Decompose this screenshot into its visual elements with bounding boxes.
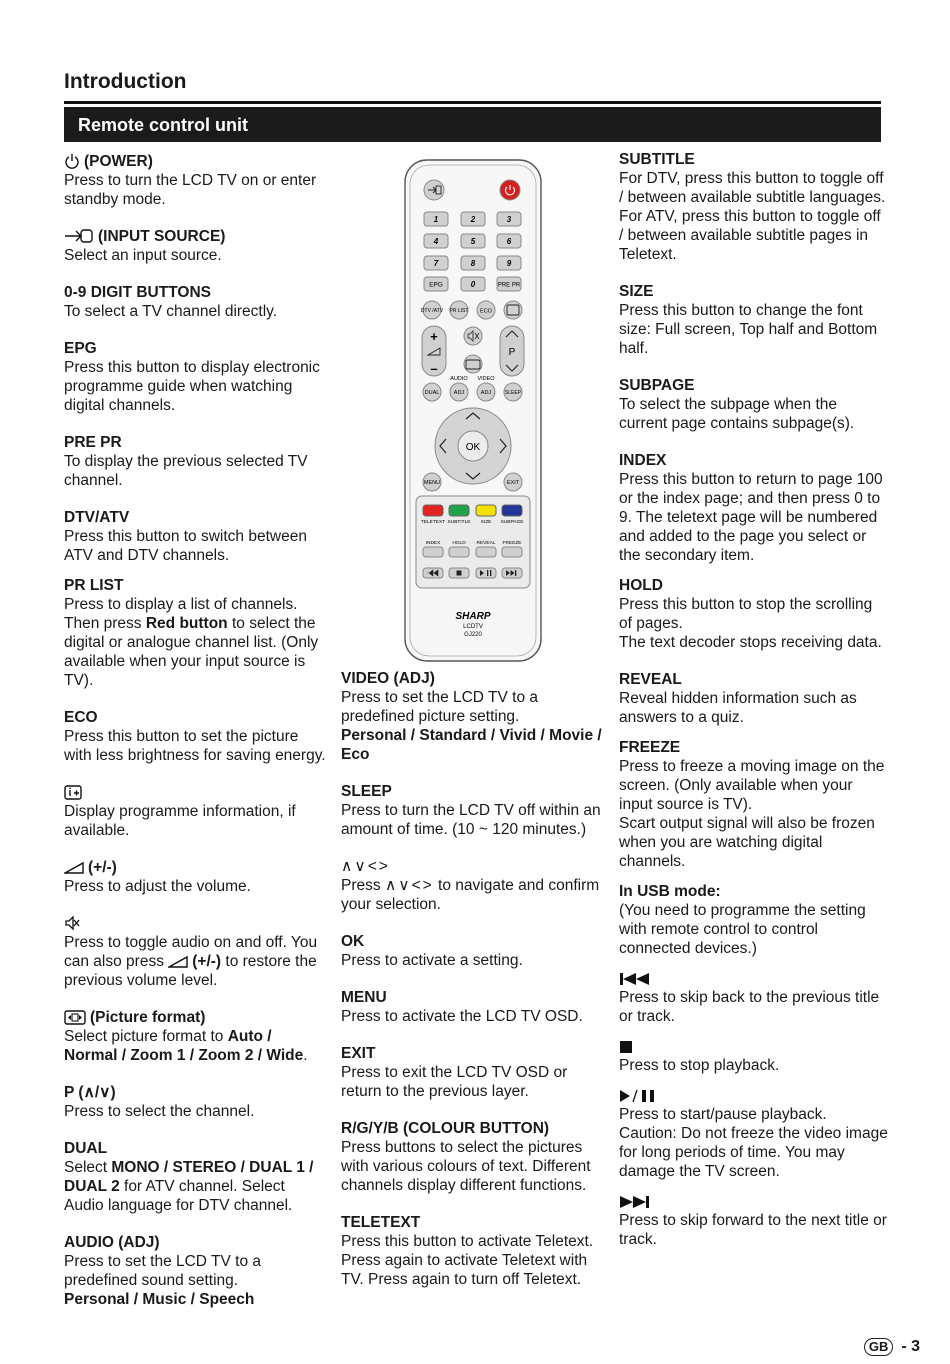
item-heading: DTV/ATV [64,509,130,526]
item-play-pause [619,1086,889,1181]
menu-label: MENU [423,480,441,486]
reveal-label: REVEAL [476,541,496,546]
item-mute [64,914,326,990]
arrow-keys: ∧∨<> [384,877,434,894]
item-usb-mode [619,882,889,958]
model-line-1: LCDTV [463,624,483,630]
digit-7: 7 [433,259,439,268]
item-text-bold: Personal / Standard / Vivid / Movie / Eco [341,727,602,763]
language-badge: GB [864,1338,894,1356]
item-navigation [341,857,611,914]
item-heading: EXIT [341,1045,376,1062]
item-text-extra: Scart output signal will also be frozen when you are watching digital channels. [619,815,875,870]
item-text: Press to skip back to the previous title or track. [619,989,880,1025]
item-text: Press this button to display electronic programme guide when watching digital channels. [64,359,320,414]
info-icon [64,785,82,800]
digit-4: 4 [433,237,439,246]
item-text: Press to set the LCD TV to a predefined sound setting. [64,1253,261,1289]
item-heading: PRE PR [64,434,122,451]
item-heading: TELETEXT [341,1214,421,1231]
section-title: Remote control unit [78,115,248,135]
item-text: Press this button to set the picture with less brightness for saving energy. [64,728,326,764]
item-text-extra: For ATV, press this button to toggle off / between available subtitle pages in Teletext. [619,208,881,263]
item-heading: REVEAL [619,671,682,688]
item-text: to navigate and confirm your selection. [341,877,600,913]
volume-icon [64,861,84,875]
item-heading: AUDIO (ADJ) [64,1234,160,1251]
mute-icon [64,915,80,931]
adj-audio-label: ADJ [453,390,465,396]
exit-label: EXIT [506,480,520,486]
item-text: Press this button to stop the scrolling of pages. [619,596,873,632]
item-text: Press [341,877,385,894]
item-text: Press to display a list of channels. Then press [64,596,298,632]
item-reveal [619,670,889,727]
model-line-2: GJ220 [464,632,482,638]
item-text: Select an input source. [64,247,222,264]
item-text: for ATV channel. Select Audio language for DTV channel. [64,1178,293,1214]
red-button [423,505,443,516]
power-icon [64,153,80,169]
item-power [64,152,326,209]
item-menu [341,988,611,1026]
item-heading: OK [341,933,365,950]
digit-6: 6 [506,237,512,246]
item-heading: P (∧/∨) [64,1084,116,1101]
play-pause-icon [619,1089,659,1103]
item-heading: In USB mode: [619,883,721,900]
item-heading: INDEX [619,452,667,469]
item-heading: (+/-) [88,859,117,876]
ok-label: OK [465,442,481,453]
item-eco [64,708,326,765]
item-audio-adj [64,1233,326,1309]
dtv-label: DTV /ATV [420,308,444,314]
digit-9: 9 [506,259,512,268]
audio-label: AUDIO [450,376,468,382]
item-dual [64,1139,326,1215]
item-skip-forward [619,1192,889,1249]
picture-format-icon [64,1010,86,1025]
item-text-bold: (+/-) [192,953,222,970]
item-text: Select [64,1159,112,1176]
adj-video-label: ADJ [480,390,492,396]
p-label: P [508,347,516,358]
item-colour-buttons [341,1119,611,1195]
item-subpage [619,376,889,433]
prepr-label: PRE PR [497,282,521,289]
page-title: Introduction [64,70,187,93]
volume-icon [168,955,188,969]
item-text: Press to skip forward to the next title or track. [619,1212,887,1248]
item-heading: ∧∨<> [341,858,390,875]
item-text: Press this button to change the font size: Full screen, Top half and Bottom half. [619,302,878,357]
item-text: Press to start/pause playback. [619,1106,827,1123]
item-text: Press to select the channel. [64,1103,255,1120]
item-text-bold: Red button [145,615,228,632]
item-text: Press to turn the LCD TV on or enter standby mode. [64,172,317,208]
item-skip-back [619,969,889,1026]
item-heading: VIDEO (ADJ) [341,670,435,687]
subtitle-label: SUBTITLE [447,520,471,525]
item-text: Press to stop playback. [619,1057,780,1074]
title-rule [64,101,881,104]
item-heading: SLEEP [341,783,392,800]
prlist-label: PR LIST [449,308,469,314]
page-number: - 3 [901,1338,920,1355]
item-text-bold: MONO / STEREO / DUAL 1 / DUAL 2 [64,1159,314,1195]
item-sleep [341,782,611,839]
item-video-adj [341,669,611,764]
item-freeze [619,738,889,871]
item-text-extra: The text decoder stops receiving data. [619,634,882,651]
item-heading: (INPUT SOURCE) [98,228,226,245]
item-heading: R/G/Y/B (COLOUR BUTTON) [341,1120,550,1137]
item-text: . [303,1047,308,1064]
skip-forward-icon [619,1195,651,1209]
item-heading: ECO [64,709,98,726]
item-picture-format [64,1008,326,1065]
item-text: Display programme information, if available. [64,803,296,839]
item-heading: PR LIST [64,577,124,594]
item-text: (You need to programme the setting with remote control to control connected devices.) [619,902,866,957]
item-heading: SUBTITLE [619,151,695,168]
item-text: To display the previous selected TV channel. [64,453,308,489]
item-text: to restore the previous volume level. [64,953,317,989]
item-size [619,282,889,358]
svg-text:–: – [430,361,438,376]
item-text: Reveal hidden information such as answers to a quiz. [619,690,857,726]
item-text-bold: Personal / Music / Speech [64,1291,255,1308]
item-text: to select the digital or analogue channel list. (Only available when your input source is TV). [64,615,319,689]
item-heading: EPG [64,340,97,357]
digit-3: 3 [506,215,512,224]
item-dtv-atv [64,508,326,565]
item-text-bold: Auto / Normal / Zoom 1 / Zoom 2 / Wide [64,1028,304,1064]
item-teletext [341,1213,611,1289]
item-heading: FREEZE [619,739,681,756]
item-text: Select picture format to [64,1028,228,1045]
item-heading: 0-9 DIGIT BUTTONS [64,284,211,301]
item-text: Press to set the LCD TV to a predefined picture setting. [341,689,538,725]
digit-5: 5 [470,237,476,246]
item-text: Press to freeze a moving image on the screen. (Only available when your input source is TV). [619,758,885,813]
item-text: To select a TV channel directly. [64,303,278,320]
item-exit [341,1044,611,1101]
digit-0: 0 [470,280,476,289]
item-text: Press this button to activate Teletext. Press again to activate Teletext with TV. Press again to turn off Teletext. [341,1233,594,1288]
item-text: Press to activate the LCD TV OSD. [341,1008,583,1025]
item-text: Press to turn the LCD TV off within an amount of time. (10 ~ 120 minutes.) [341,802,601,838]
item-volume [64,858,326,896]
item-text-extra: Caution: Do not freeze the video image for long periods of time. You may damage the TV screen. [619,1125,888,1180]
item-input-source [64,227,326,265]
item-text: Press this button to switch between ATV and DTV channels. [64,528,307,564]
digit-8: 8 [470,259,476,268]
item-heading: MENU [341,989,387,1006]
subpage-label: SUBPAGE [500,520,524,525]
dual-label: DUAL [424,390,440,396]
item-heading: DUAL [64,1140,108,1157]
svg-text:+: + [430,329,438,344]
blue-button [502,505,522,516]
item-heading: (POWER) [84,153,153,170]
column-left [64,152,326,1327]
item-subtitle [619,150,889,264]
item-ok [341,932,611,970]
item-channel [64,1083,326,1121]
brand-logo: SHARP [455,611,491,622]
column-right [619,150,889,1260]
epg-label: EPG [429,281,443,289]
input-source-icon [64,228,94,244]
item-pre-pr [64,433,326,490]
item-stop [619,1037,889,1075]
digit-2: 2 [470,215,476,224]
item-text: Press to activate a setting. [341,952,523,969]
hold-label: HOLD [452,541,466,546]
video-label: VIDEO [477,376,495,382]
eco-label: ECO [480,308,492,315]
item-heading: SUBPAGE [619,377,695,394]
item-text: For DTV, press this button to toggle off / between available subtitle languages. [619,170,886,206]
item-text: Press to toggle audio on and off. You can also press [64,934,318,970]
item-text: Press to exit the LCD TV OSD or return to the previous layer. [341,1064,568,1100]
item-text: Press buttons to select the pictures with various colours of text. Different channels display different functions. [341,1139,591,1194]
green-button [449,505,469,516]
item-heading: HOLD [619,577,663,594]
digit-1: 1 [433,215,439,224]
item-info [64,783,326,840]
item-index [619,451,889,565]
item-heading: (Picture format) [90,1009,206,1026]
item-pr-list [64,576,326,690]
size-label: SIZE [480,520,492,525]
sleep-label: SLEEP [504,390,522,396]
skip-back-icon [619,972,651,986]
item-text: Press to adjust the volume. [64,878,251,895]
item-text: Press this button to return to page 100 or the index page; and then press 0 to 9. The teletext page will be numbered and added to the page you select or the secondary item. [619,471,883,564]
index-label: INDEX [425,541,441,546]
remote-control-illustration [403,158,543,663]
item-hold [619,576,889,652]
item-epg [64,339,326,415]
page-footer [864,1338,920,1356]
column-middle [341,669,611,1307]
format-button [464,355,482,373]
item-heading: SIZE [619,283,654,300]
freeze-label: FREEZE [502,541,522,546]
stop-icon [619,1040,633,1054]
yellow-button [476,505,496,516]
item-text: To select the subpage when the current page contains subpage(s). [619,396,855,432]
section-banner [64,107,881,142]
item-digit-buttons [64,283,326,321]
teletext-label: TELETEXT [420,520,446,525]
